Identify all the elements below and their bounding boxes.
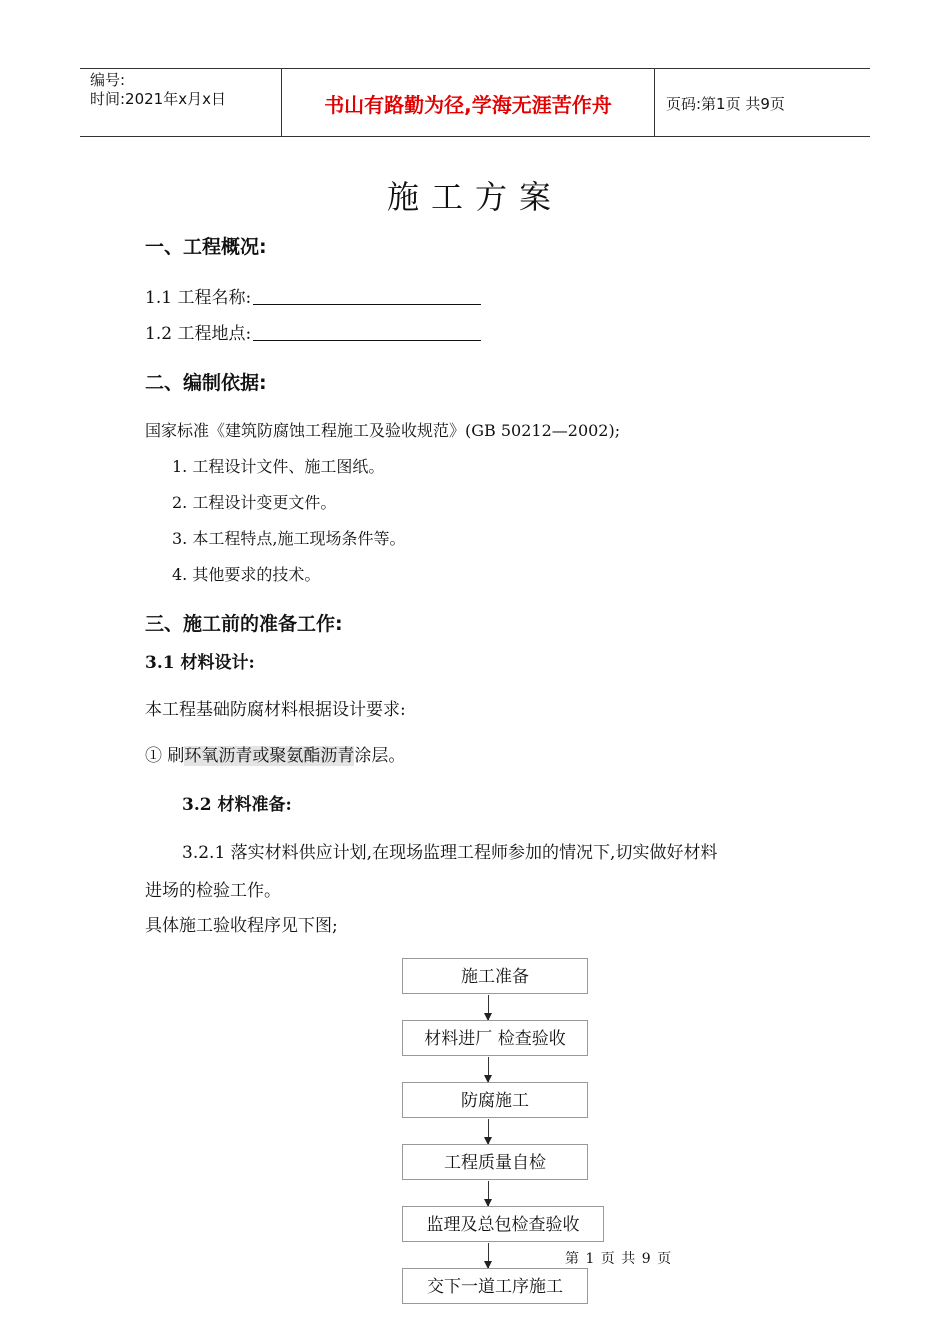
page-header <box>80 68 870 137</box>
flow-arrow <box>488 995 489 1020</box>
coating-highlight: 环氧沥青或聚氨酯沥青 <box>184 746 355 766</box>
flow-step-self-inspection: 工程质量自检 <box>402 1144 588 1180</box>
flow-arrow <box>488 1057 489 1082</box>
page-footer: 第 1 页 共 9 页 <box>565 1251 673 1267</box>
flow-intro: 具体施工验收程序见下图; <box>145 916 338 936</box>
flow-step-supervisor-check: 监理及总包检查验收 <box>402 1206 604 1242</box>
basis-item: 3. 本工程特点,施工现场条件等。 <box>172 529 406 548</box>
project-name-blank <box>253 286 481 305</box>
header-meta <box>90 71 226 109</box>
coating-text <box>145 741 405 766</box>
time-label: 时间:2021年x月x日 <box>90 90 226 108</box>
header-motto: 书山有路勤为径,学海无涯苦作舟 <box>324 93 612 117</box>
material-prep-line2: 进场的检验工作。 <box>145 881 281 901</box>
flow-arrow <box>488 1119 489 1144</box>
subheading-material-design: 3.1 材料设计: <box>145 653 255 673</box>
project-location-blank <box>253 322 481 341</box>
section-heading-basis: 二、编制依据: <box>145 372 267 394</box>
header-page-info: 页码:第1页 共9页 <box>666 95 785 113</box>
header-divider <box>654 69 655 136</box>
coating-suffix: 涂层。 <box>354 746 406 766</box>
section-heading-overview: 一、工程概况: <box>145 236 267 258</box>
page-title: 施工方案 <box>386 178 563 216</box>
number-label: 编号: <box>90 71 126 89</box>
project-name-line <box>145 283 481 308</box>
basis-item: 1. 工程设计文件、施工图纸。 <box>172 457 385 476</box>
project-location-line <box>145 319 481 344</box>
flow-step-handover: 交下一道工序施工 <box>402 1268 588 1304</box>
flow-arrow <box>488 1243 489 1268</box>
subheading-material-prep: 3.2 材料准备: <box>182 795 292 815</box>
project-location-label: 1.2 工程地点: <box>145 324 252 344</box>
material-prep-line1: 3.2.1 落实材料供应计划,在现场监理工程师参加的情况下,切实做好材料 <box>182 843 718 863</box>
project-name-label: 1.1 工程名称: <box>145 288 252 308</box>
basis-item: 2. 工程设计变更文件。 <box>172 493 337 512</box>
flow-step-anticorrosion: 防腐施工 <box>402 1082 588 1118</box>
flow-step-preparation: 施工准备 <box>402 958 588 994</box>
basis-intro: 国家标准《建筑防腐蚀工程施工及验收规范》(GB 50212—2002); <box>145 421 621 440</box>
basis-item: 4. 其他要求的技术。 <box>172 565 321 584</box>
flow-arrow <box>488 1181 489 1206</box>
material-design-text: 本工程基础防腐材料根据设计要求: <box>145 700 406 720</box>
coating-prefix: ① 刷 <box>145 746 185 766</box>
flow-step-material-check: 材料进厂 检查验收 <box>402 1020 588 1056</box>
section-heading-preparation: 三、施工前的准备工作: <box>145 613 343 635</box>
